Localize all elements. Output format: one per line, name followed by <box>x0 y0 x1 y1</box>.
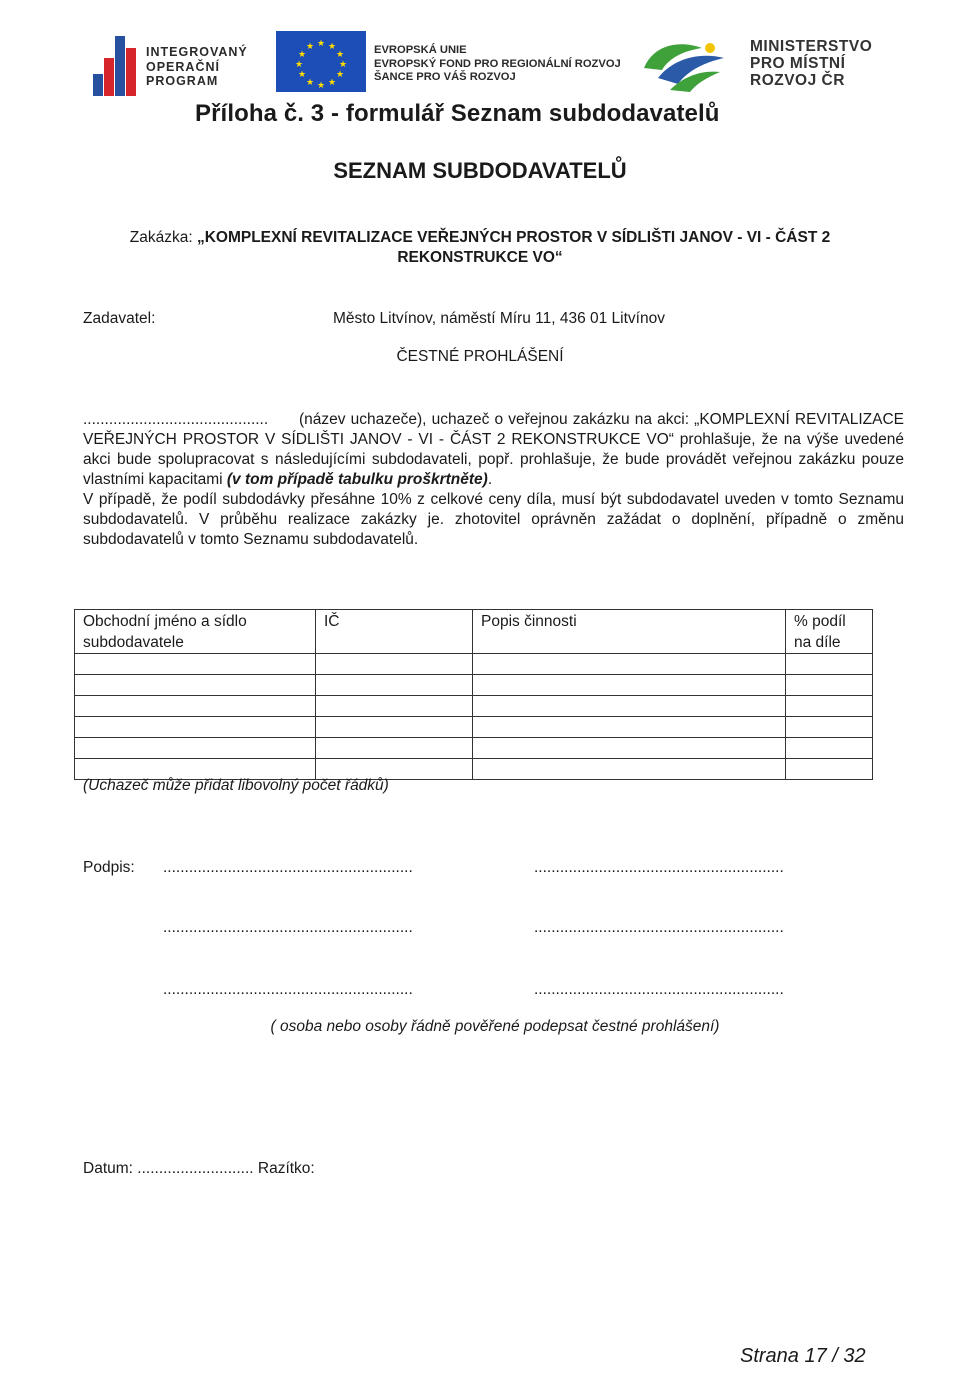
table-row[interactable] <box>75 675 873 696</box>
table-header-row <box>75 610 873 654</box>
mmr-line: ROZVOJ ČR <box>750 72 845 89</box>
mmr-line: PRO MÍSTNÍ <box>750 55 846 72</box>
page-number: Strana 17 / 32 <box>740 1345 866 1367</box>
eu-line: ŠANCE PRO VÁŠ ROZVOJ <box>374 71 516 83</box>
contract-name: „KOMPLEXNÍ REVITALIZACE VEŘEJNÝCH PROSTOR V SÍDLIŠTI JANOV - VI - ČÁST 2 <box>196 229 831 246</box>
subcontractor-table <box>74 609 873 780</box>
mmr-line: MINISTERSTVO <box>750 38 873 55</box>
mmr-logo-text <box>750 38 872 89</box>
signature-note: ( osoba nebo osoby řádně pověřené podepsat čestné prohlášení) <box>270 1018 720 1035</box>
table-cell[interactable] <box>316 696 473 717</box>
document-title: Příloha č. 3 - formulář Seznam subdodavatelů <box>195 100 720 127</box>
table-cell[interactable] <box>473 717 786 738</box>
declaration-text: (název uchazeče), uchazeč o veřejnou zakázku na akci: „KOMPLEXNÍ REVITALIZACE VEŘEJNÝCH PROSTOR V SÍDLIŠTI JANOV - VI - ČÁST 2 REKONSTRUKCE VO“ prohlašuje, že na výše uvedené akci bude spolupracovat s následujícími subdodavateli, popř. prohlašuje, že bude provádět veřejnou zakázku pouze vlastními kapacitami <box>83 411 904 488</box>
header-business-name: Obchodní jméno a sídlo subdodavatele <box>75 610 316 654</box>
svg-text:★: ★ <box>338 60 348 70</box>
table-cell[interactable] <box>473 759 786 780</box>
bidder-name-blank: ........................................... <box>83 411 269 428</box>
table-cell[interactable] <box>473 675 786 696</box>
table-cell[interactable] <box>786 696 873 717</box>
contract-line <box>0 228 960 268</box>
date-field[interactable]: ........................... <box>137 1160 254 1177</box>
table-row[interactable] <box>75 696 873 717</box>
logo-header <box>0 0 960 100</box>
contract-name-cont: REKONSTRUKCE VO“ <box>397 249 563 266</box>
svg-text:★: ★ <box>316 39 326 49</box>
header-ic: IČ <box>316 610 473 654</box>
table-cell[interactable] <box>316 717 473 738</box>
contract-prefix: Zakázka: <box>129 229 197 246</box>
iop-line: INTEGROVANÝ <box>146 45 248 59</box>
svg-text:★: ★ <box>305 42 315 52</box>
stamp-label: Razítko: <box>257 1160 315 1177</box>
table-cell[interactable] <box>75 717 316 738</box>
iop-line: PROGRAM <box>146 74 219 88</box>
header-activity: Popis činnosti <box>473 610 786 654</box>
svg-text:★: ★ <box>327 78 337 88</box>
subcontract-paragraph: V případě, že podíl subdodávky přesáhne 10% z celkové ceny díla, musí být subdodavatel uveden v tomto Seznamu subdodavatelů. V průběhu realizace zakázky je. zhotovitel oprávněn zažádat o doplnění, případně o změnu subdodavatelů v tomto Seznamu subdodavatelů. <box>83 491 904 548</box>
table-row[interactable] <box>75 717 873 738</box>
signature-line[interactable]: .......................................................... <box>163 919 413 936</box>
declaration-strike-note: (v tom případě tabulku proškrtněte) <box>226 471 488 488</box>
iop-logo <box>93 36 263 96</box>
date-label: Datum: <box>83 1160 133 1177</box>
table-cell[interactable] <box>786 738 873 759</box>
iop-bars-icon <box>93 36 137 96</box>
table-cell[interactable] <box>786 717 873 738</box>
table-cell[interactable] <box>786 759 873 780</box>
table-note: (Uchazeč může přidat libovolný počet řádků) <box>83 777 389 794</box>
table-cell[interactable] <box>316 738 473 759</box>
eu-flag-icon <box>276 31 366 92</box>
iop-logo-text <box>146 45 248 89</box>
table-cell[interactable] <box>75 654 316 675</box>
table-row[interactable] <box>75 738 873 759</box>
svg-text:★: ★ <box>316 81 326 91</box>
table-cell[interactable] <box>473 654 786 675</box>
header-share: % podíl na díle <box>786 610 873 654</box>
svg-text:★: ★ <box>335 70 345 80</box>
signature-line[interactable]: .......................................................... <box>163 981 413 998</box>
table-cell[interactable] <box>75 696 316 717</box>
document-subtitle: SEZNAM SUBDODAVATELŮ <box>333 158 627 183</box>
svg-text:★: ★ <box>297 70 307 80</box>
declaration-heading: ČESTNÉ PROHLÁŠENÍ <box>396 348 564 365</box>
table-cell[interactable] <box>75 738 316 759</box>
client-value: Město Litvínov, náměstí Míru 11, 436 01 Litvínov <box>333 310 665 327</box>
svg-text:★: ★ <box>305 78 315 88</box>
signature-line[interactable]: .......................................................... <box>163 859 413 876</box>
signature-line[interactable]: .......................................................... <box>534 981 784 998</box>
signature-label: Podpis: <box>83 859 135 876</box>
table-cell[interactable] <box>316 675 473 696</box>
svg-text:★: ★ <box>297 50 307 60</box>
table-row[interactable] <box>75 654 873 675</box>
table-cell[interactable] <box>316 654 473 675</box>
svg-text:★: ★ <box>335 50 345 60</box>
mmr-emblem-icon <box>640 38 728 94</box>
eu-logo-text <box>374 44 621 85</box>
declaration-paragraph <box>83 410 904 490</box>
iop-line: OPERAČNÍ <box>146 59 220 74</box>
eu-line: EVROPSKÁ UNIE <box>374 44 467 56</box>
signature-line[interactable]: .......................................................... <box>534 919 784 936</box>
svg-text:★: ★ <box>327 42 337 52</box>
signature-line[interactable]: .......................................................... <box>534 859 784 876</box>
table-cell[interactable] <box>473 738 786 759</box>
client-label: Zadavatel: <box>83 310 156 327</box>
table-cell[interactable] <box>75 675 316 696</box>
svg-text:★: ★ <box>294 60 304 70</box>
table-cell[interactable] <box>786 654 873 675</box>
table-cell[interactable] <box>473 696 786 717</box>
declaration-body <box>83 410 904 550</box>
table-cell[interactable] <box>786 675 873 696</box>
eu-line: EVROPSKÝ FOND PRO REGIONÁLNÍ ROZVOJ <box>374 57 621 70</box>
declaration-end: . <box>487 471 493 488</box>
date-stamp-line <box>83 1160 315 1178</box>
